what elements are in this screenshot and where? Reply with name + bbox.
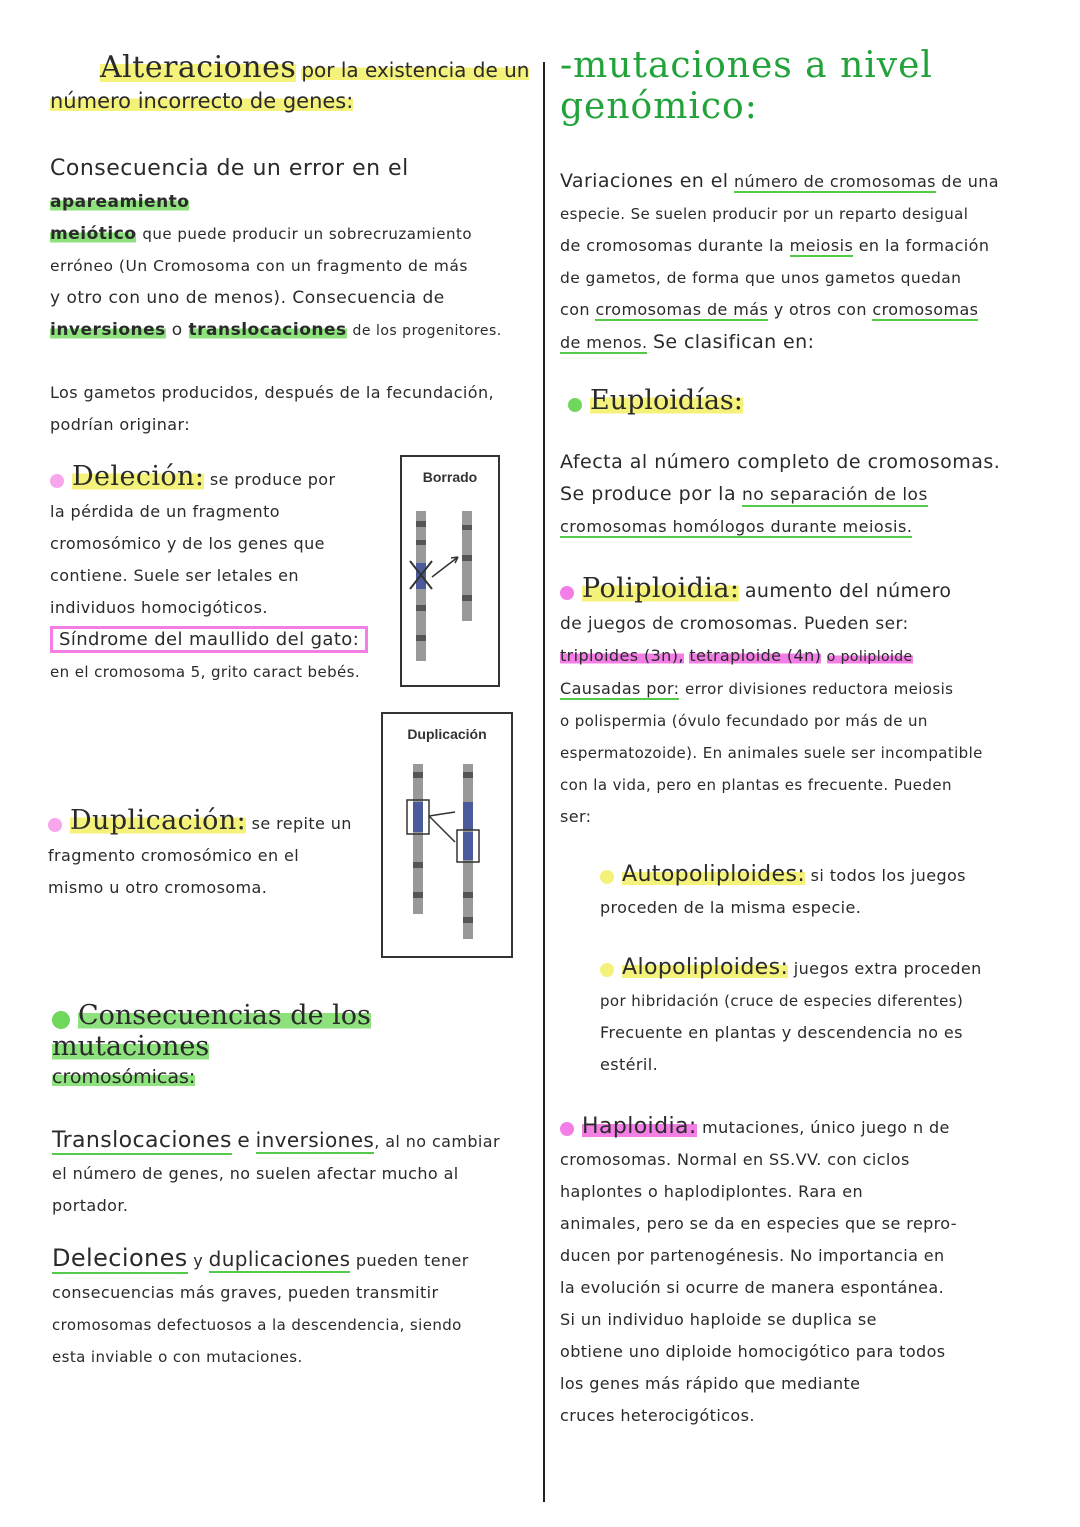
heading-alteraciones: Alteraciones por la existencia de un: [100, 50, 530, 85]
section-haploidia: Haploidia: mutaciones, único juego n de cromosomas. Normal en SS.VV. con ciclos haplontes o haplodiplontes. Rara en animales, pero se da en especies que se repro- ducen por partenogénesis. No importancia en la evolución si ocurre de manera espontánea. Si un individuo haploide se duplica se obtiene uno diploide homocigótico para todos los genes más rápido que mediante cruces heterocigóticos.: [560, 1114, 957, 1425]
paragraph-consecuencia: Consecuencia de un error en el apareamiento meiótico que puede producir un sobrecruzamiento erróneo (Un Cromosoma con un fragmento de más y otro con uno de menos). Consecuencia de inversiones o translocaciones de los progenitores.: [50, 156, 502, 340]
bullet-icon: [560, 586, 574, 600]
figure-duplicacion: Duplicación: [381, 712, 513, 958]
bullet-icon: [560, 1122, 574, 1136]
section-autopoliploides: Autopoliploides: si todos los juegos proceden de la misma especie.: [600, 862, 966, 917]
figure-borrado: Borrado: [400, 455, 500, 687]
section-consecuencias: Consecuencias de los mutaciones cromosómicas: Translocaciones e inversiones, al no cambiar el número de genes, no suelen afectar mucho al portador. Deleciones y duplicaciones pueden tener consecuencias más graves, pueden transmitir cromosomas defectuosos a la descendencia, siendo esta inviable o con mutaciones.: [52, 1000, 522, 1373]
heading-alteraciones-2: número incorrecto de genes:: [50, 89, 354, 113]
sindrome-box: Síndrome del maullido del gato:: [50, 626, 368, 653]
section-poliploidia: Poliploidia: aumento del número de juegos de cromosomas. Pueden ser: triploides (3n), tetraploide (4n) o poliploide Causadas por: error divisiones reductora meiosis o polispermia (óvulo fecundado por más de un espermatozoide). En animales suele ser incompatible con la vida, pero en plantas es frecuente. Pueden ser:: [560, 573, 983, 826]
bullet-icon: [52, 1011, 70, 1029]
paragraph-gametos: Los gametos producidos, después de la fecundación, podrían originar:: [50, 383, 494, 434]
paragraph-variaciones: Variaciones en el número de cromosomas de una especie. Se suelen producir por un reparto desigual de cromosomas durante la meiosis en la formación de gametos, de forma que unos gametos quedan con cromosomas de más y otros con cromosomas de menos. Se clasifican en:: [560, 170, 999, 353]
bullet-icon: [600, 870, 614, 884]
page-title: -mutaciones a nivel genómico:: [560, 45, 933, 127]
paragraph-translocaciones: Translocaciones e inversiones, al no cambiar el número de genes, no suelen afectar mucho al portador.: [52, 1128, 500, 1215]
column-divider: [543, 62, 545, 1502]
paragraph-euploidias: Afecta al número completo de cromosomas. Se produce por la no separación de los cromosomas homólogos durante meiosis.: [560, 451, 1001, 536]
paragraph-deleciones: Deleciones y duplicaciones pueden tener consecuencias más graves, pueden transmitir cromosomas defectuosos a la descendencia, siendo esta inviable o con mutaciones.: [52, 1244, 469, 1366]
heading-euploidias: Euploidías:: [568, 385, 1040, 416]
deletion-chromosomes-icon: [402, 485, 498, 665]
bullet-icon: [600, 963, 614, 977]
duplication-chromosomes-icon: [383, 742, 511, 942]
bullet-icon: [50, 474, 64, 488]
bullet-icon: [568, 398, 582, 412]
right-column: [560, 45, 1040, 1432]
section-alopoliploides: Alopoliploides: juegos extra proceden por hibridación (cruce de especies diferentes) Frecuente en plantas y descendencia no es estéril.: [600, 955, 982, 1074]
bullet-icon: [48, 818, 62, 832]
section-duplicacion: Duplicación: se repite un fragmento cromosómico en el mismo u otro cromosoma.: [48, 805, 352, 897]
section-delecion: Deleción: se produce por la pérdida de un fragmento cromosómico y de los genes que contiene. Suele ser letales en individuos homocigóticos. Síndrome del maullido del gato: en el cromosoma 5, grito caract bebés.: [50, 461, 370, 688]
